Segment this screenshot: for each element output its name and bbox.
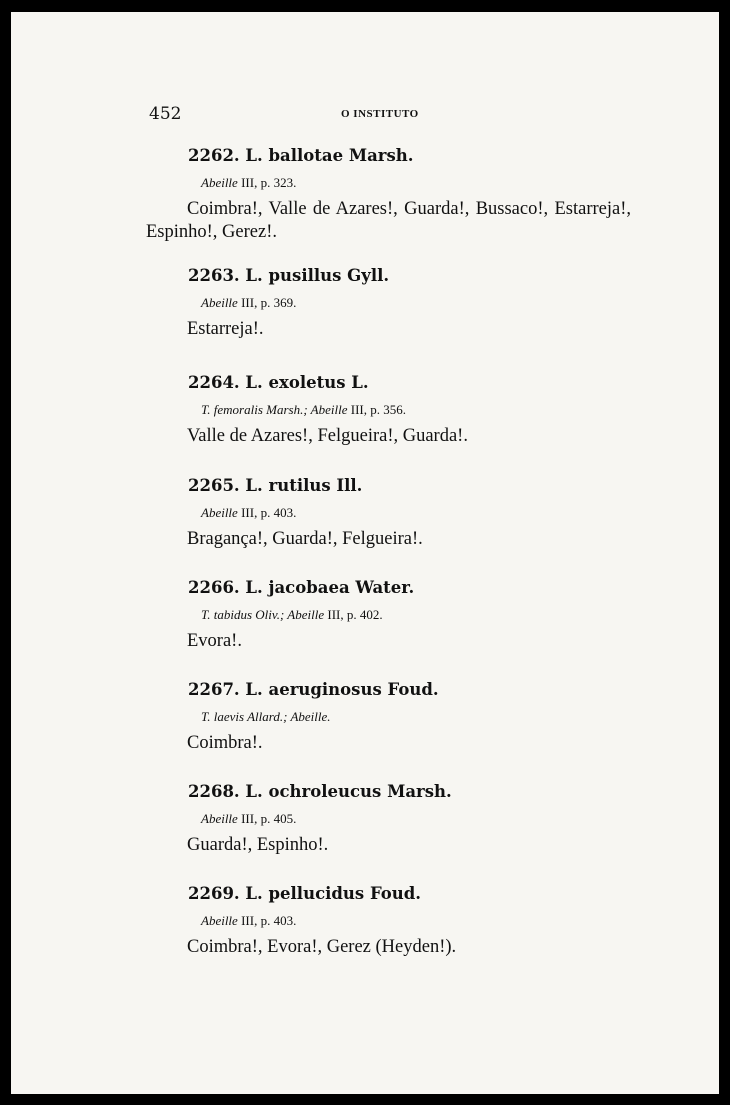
species-entry	[146, 265, 631, 341]
species-entry	[146, 679, 631, 755]
reference-italic: Abeille	[201, 505, 238, 520]
entry-title: 2264. L. exoletus L.	[188, 373, 369, 392]
entry-localities: Coimbra!, Evora!, Gerez (Heyden!).	[187, 937, 457, 957]
species-entry	[146, 145, 631, 244]
species-entry	[146, 475, 631, 551]
entry-reference	[201, 505, 631, 521]
entry-title: 2269. L. pellucidus Foud.	[188, 884, 422, 903]
entry-localities: Valle de Azares!, Felgueira!, Guarda!.	[187, 426, 468, 446]
entry-reference	[201, 811, 631, 827]
running-head: O INSTITUTO	[341, 108, 419, 120]
page-header	[11, 104, 719, 130]
reference-italic: Abeille	[201, 175, 238, 190]
species-entry	[146, 372, 631, 448]
reference-italic: Abeille	[201, 295, 238, 310]
entry-localities: Coimbra!, Valle de Azares!, Guarda!, Bussaco!, Estarreja!, Espinho!, Gerez!.	[146, 199, 631, 242]
entry-reference	[201, 295, 631, 311]
entry-localities: Estarreja!.	[187, 319, 264, 339]
entry-reference	[201, 175, 631, 191]
reference-italic: Abeille	[201, 811, 238, 826]
reference-italic: Abeille	[201, 913, 238, 928]
entry-title: 2267. L. aeruginosus Foud.	[188, 680, 439, 699]
entry-title: 2265. L. rutilus Ill.	[188, 476, 363, 495]
species-entry	[146, 781, 631, 857]
entry-localities: Guarda!, Espinho!.	[187, 835, 329, 855]
entry-localities: Evora!.	[187, 631, 242, 651]
entry-reference	[201, 607, 631, 623]
reference-text: III, p. 323.	[237, 175, 297, 190]
reference-italic: T. laevis Allard.; Abeille.	[201, 709, 331, 724]
reference-text: III, p. 369.	[237, 295, 297, 310]
entry-title: 2266. L. jacobaea Water.	[188, 578, 415, 597]
entry-localities: Bragança!, Guarda!, Felgueira!.	[187, 529, 423, 549]
entry-title: 2262. L. ballotae Marsh.	[188, 146, 414, 165]
reference-text: III, p. 356.	[347, 402, 406, 417]
document-page	[11, 12, 719, 1094]
species-entry	[146, 883, 631, 959]
entry-reference	[201, 709, 631, 725]
reference-italic: T. femoralis Marsh.; Abeille	[201, 402, 348, 417]
entry-title: 2263. L. pusillus Gyll.	[188, 266, 390, 285]
reference-text: III, p. 403.	[237, 505, 297, 520]
page-number: 452	[149, 104, 182, 124]
reference-text: III, p. 405.	[237, 811, 297, 826]
entry-localities: Coimbra!.	[187, 733, 263, 753]
entry-reference	[201, 913, 631, 929]
entry-title: 2268. L. ochroleucus Marsh.	[188, 782, 452, 801]
reference-text: III, p. 403.	[237, 913, 297, 928]
reference-text: III, p. 402.	[324, 607, 383, 622]
species-entry	[146, 577, 631, 653]
reference-italic: T. tabidus Oliv.; Abeille	[201, 607, 325, 622]
entry-reference	[201, 402, 631, 418]
